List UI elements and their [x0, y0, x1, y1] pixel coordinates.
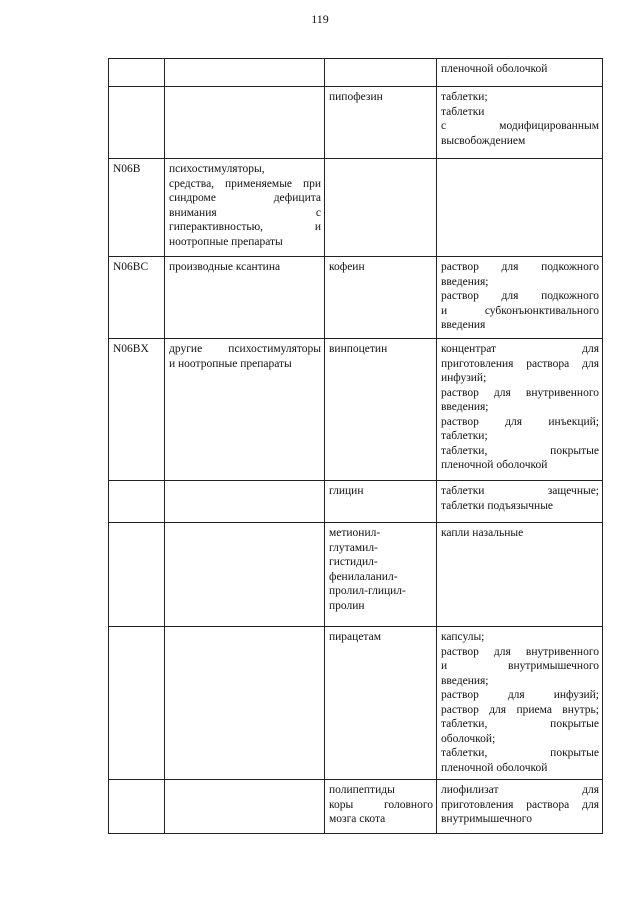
cell-group: [165, 339, 325, 481]
table-row: [109, 481, 603, 523]
cell-group-line: средства, применяемые при: [169, 177, 321, 190]
table-row: [109, 780, 603, 834]
drug-table-body: [109, 59, 603, 834]
table-row: [109, 159, 603, 257]
table-row: [109, 59, 603, 87]
cell-forms: [437, 87, 603, 159]
cell-forms-line: капсулы;: [441, 631, 485, 643]
cell-group-line: ноотропные препараты: [169, 235, 283, 248]
cell-forms: [437, 780, 603, 834]
cell-drug: [325, 627, 437, 780]
cell-group-line: психостимуляторы,: [169, 163, 265, 175]
cell-group: [165, 159, 325, 257]
cell-forms-line: таблетки, покрытые: [441, 444, 599, 457]
cell-forms-line: таблетки, покрытые: [441, 747, 599, 759]
cell-group-line: гиперактивностью, и: [169, 221, 321, 233]
cell-forms-line: лиофилизат для: [441, 784, 599, 796]
cell-drug: [325, 257, 437, 339]
drug-table: [108, 58, 603, 834]
cell-forms-line: приготовления раствора для: [441, 357, 599, 370]
cell-drug: [325, 87, 437, 159]
cell-forms-line: внутримышечного: [441, 813, 532, 825]
cell-code: [109, 481, 165, 523]
cell-forms-line: введения;: [441, 674, 489, 687]
cell-forms-line: пленочной оболочкой: [441, 63, 548, 75]
cell-forms-line: таблетки, покрытые: [441, 718, 599, 730]
cell-drug-line: глутамил-: [329, 541, 378, 554]
cell-drug-line: метионил-: [329, 527, 381, 539]
cell-forms-line: пленочной оболочкой: [441, 459, 548, 471]
cell-drug: [325, 59, 437, 87]
table-row: [109, 257, 603, 339]
cell-forms-line: таблетки;: [441, 91, 488, 103]
cell-group: [165, 257, 325, 339]
page-number: 119: [311, 12, 329, 26]
cell-forms: [437, 481, 603, 523]
cell-forms-line: таблетки защечные;: [441, 485, 599, 497]
cell-code: [109, 87, 165, 159]
cell-drug-line: кофеин: [329, 261, 365, 273]
table-row: [109, 523, 603, 627]
cell-forms-line: и субконъюнктивального: [441, 304, 599, 317]
cell-forms: [437, 523, 603, 627]
cell-drug-line: глицин: [329, 485, 364, 497]
cell-drug: [325, 481, 437, 523]
cell-forms-line: раствор для внутривенного: [441, 645, 599, 658]
cell-drug-line: пирацетам: [329, 631, 381, 643]
cell-group: [165, 59, 325, 87]
cell-group-line: синдроме дефицита: [169, 192, 321, 204]
cell-forms-line: введения;: [441, 401, 489, 413]
cell-code: [109, 780, 165, 834]
cell-drug-line: коры головного: [329, 798, 433, 811]
cell-drug: [325, 159, 437, 257]
cell-code: [109, 523, 165, 627]
cell-forms-line: оболочкой;: [441, 732, 496, 745]
table-row: [109, 627, 603, 780]
cell-drug: [325, 339, 437, 481]
cell-forms-line: раствор для приема внутрь;: [441, 703, 599, 716]
cell-forms-line: с модифицированным: [441, 120, 599, 132]
cell-drug-line: пролил-глицил-: [329, 585, 406, 597]
cell-forms-line: приготовления раствора для: [441, 798, 599, 811]
cell-drug-line: пролин: [329, 599, 365, 612]
cell-code: [109, 59, 165, 87]
cell-forms-line: таблетки;: [441, 430, 488, 442]
cell-drug: [325, 523, 437, 627]
cell-forms-line: раствор для внутривенного: [441, 386, 599, 399]
cell-group-line: и ноотропные препараты: [169, 357, 292, 370]
cell-forms-line: капли назальные: [441, 527, 524, 539]
cell-group-line: производные ксантина: [169, 261, 281, 273]
cell-forms-line: высвобождением: [441, 134, 526, 147]
cell-forms-line: введения;: [441, 275, 489, 288]
cell-group: [165, 523, 325, 627]
cell-forms-line: концентрат для: [441, 343, 599, 355]
cell-forms-line: раствор для инфузий;: [441, 689, 599, 701]
cell-code: N06B: [109, 159, 165, 257]
cell-forms-line: раствор для подкожного: [441, 261, 599, 273]
cell-group-line: другие психостимуляторы: [169, 343, 321, 355]
cell-code: N06BC: [109, 257, 165, 339]
table-row: [109, 339, 603, 481]
cell-forms-line: пленочной оболочкой: [441, 761, 548, 774]
cell-forms-line: раствор для инъекций;: [441, 415, 599, 428]
cell-group: [165, 780, 325, 834]
cell-forms: [437, 627, 603, 780]
cell-group: [165, 87, 325, 159]
table-row: [109, 87, 603, 159]
cell-forms-line: инфузий;: [441, 372, 487, 384]
cell-forms-line: введения: [441, 319, 486, 331]
cell-drug-line: пипофезин: [329, 91, 383, 103]
cell-drug-line: мозга скота: [329, 813, 386, 825]
cell-forms: [437, 339, 603, 481]
cell-forms-line: раствор для подкожного: [441, 290, 599, 302]
cell-group: [165, 481, 325, 523]
cell-forms-line: и внутримышечного: [441, 660, 599, 672]
cell-forms: [437, 159, 603, 257]
cell-drug-line: фенилаланил-: [329, 570, 398, 583]
cell-code: [109, 627, 165, 780]
cell-drug-line: полипептиды: [329, 784, 395, 796]
cell-drug: [325, 780, 437, 834]
cell-group: [165, 627, 325, 780]
cell-forms-line: таблетки: [441, 105, 485, 118]
cell-code: N06BX: [109, 339, 165, 481]
cell-drug-line: винпоцетин: [329, 343, 388, 355]
cell-forms: [437, 59, 603, 87]
cell-group-line: внимания с: [169, 206, 321, 219]
cell-forms-line: таблетки подъязычные: [441, 499, 554, 512]
cell-drug-line: гистидил-: [329, 556, 378, 568]
cell-forms: [437, 257, 603, 339]
